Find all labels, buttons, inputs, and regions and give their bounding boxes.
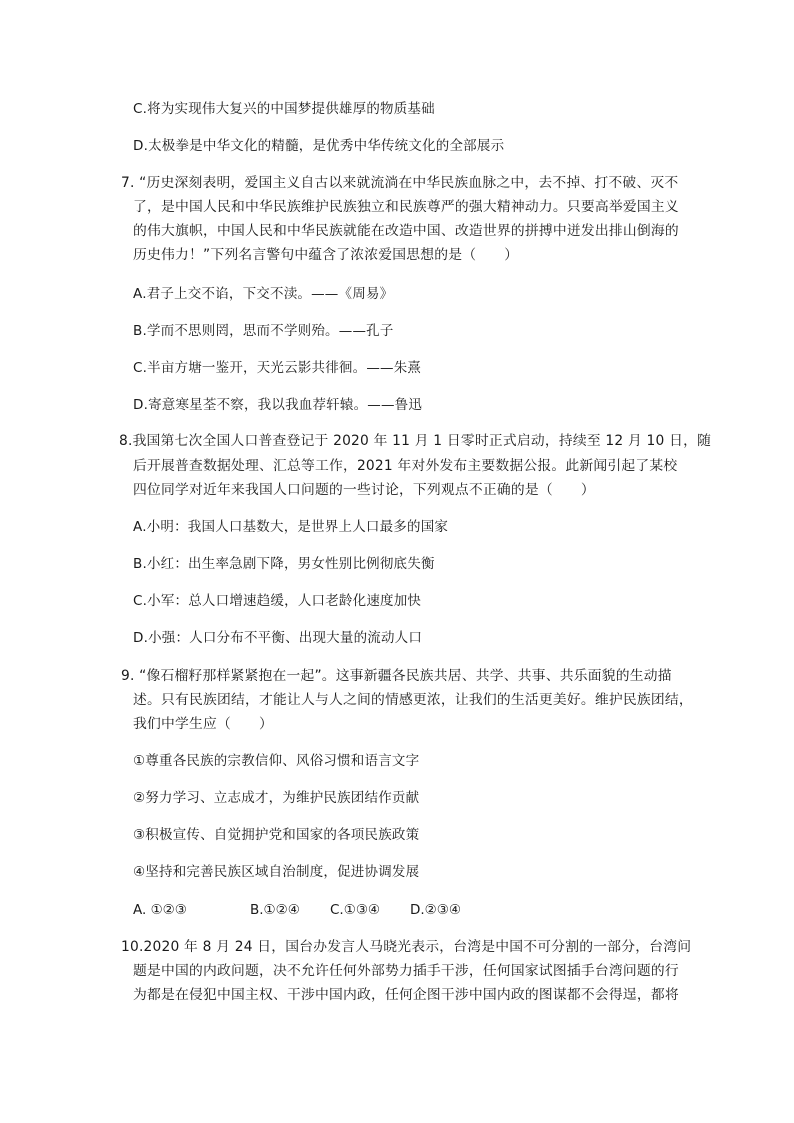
q8-stem-line-2: 后开展普查数据处理、汇总等工作，2021 年对外发布主要数据公报。此新闻引起了某校 bbox=[133, 458, 678, 474]
q8-option-d: D.小强：人口分布不平衡、出现大量的流动人口 bbox=[133, 630, 423, 646]
q9-choices bbox=[133, 901, 461, 919]
q7-stem-line-1: 7. “历史深刻表明，爱国主义自古以来就流淌在中华民族血脉之中，去不掉、打不破、灭不 bbox=[121, 175, 679, 191]
q9-stem-line-1: 9. “像石榴籽那样紧紧抱在一起”。这事新疆各民族共居、共学、共事、共乐面貌的生动描 bbox=[121, 668, 672, 684]
q8-stem-line-1: 8.我国第七次全国人口普查登记于 2020 年 11 月 1 日零时正式启动，持续至 12 月 10 日，随 bbox=[119, 433, 712, 449]
q10-stem-line-2: 题是中国的内政问题，决不允许任何外部势力插手干涉，任何国家试图插手台湾问题的行 bbox=[133, 963, 679, 979]
q7-stem-line-2: 了，是中国人民和中华民族维护民族独立和民族尊严的强大精神动力。只要高举爱国主义 bbox=[133, 199, 679, 215]
q7-option-c: C.半亩方塘一鉴开，天光云影共徘徊。——朱熹 bbox=[133, 360, 422, 376]
q9-choice-c: C.①③④ bbox=[330, 902, 381, 918]
q9-choice-d: D.②③④ bbox=[410, 902, 461, 918]
q6-option-c: C.将为实现伟大复兴的中国梦提供雄厚的物质基础 bbox=[133, 101, 435, 117]
q8-option-c: C.小军：总人口增速趋缓，人口老龄化速度加快 bbox=[133, 593, 422, 609]
q9-stem-line-3: 我们中学生应（ ） bbox=[133, 716, 273, 732]
q9-statement-2: ②努力学习、立志成才，为维护民族团结作贡献 bbox=[133, 790, 420, 806]
q8-option-b: B.小红：出生率急剧下降，男女性别比例彻底失衡 bbox=[133, 556, 435, 572]
q6-option-d: D.太极拳是中华文化的精髓，是优秀中华传统文化的全部展示 bbox=[133, 138, 505, 154]
q10-stem-line-1: 10.2020 年 8 月 24 日，国台办发言人马晓光表示，台湾是中国不可分割的一部分，台湾问 bbox=[121, 939, 692, 955]
q9-statement-4: ④坚持和完善民族区域自治制度，促进协调发展 bbox=[133, 864, 420, 880]
q7-option-b: B.学而不思则罔，思而不学则殆。——孔子 bbox=[133, 323, 394, 339]
q9-choice-a: A. ①②③ bbox=[133, 902, 187, 918]
q7-option-a: A.君子上交不谄，下交不渎。——《周易》 bbox=[133, 286, 394, 302]
q7-stem-line-4: 历史伟力！”下列名言警句中蕴含了浓浓爱国思想的是（ ） bbox=[133, 247, 519, 263]
q9-statement-1: ①尊重各民族的宗教信仰、风俗习惯和语言文字 bbox=[133, 753, 420, 769]
q9-statement-3: ③积极宣传、自觉拥护党和国家的各项民族政策 bbox=[133, 827, 420, 843]
q10-stem-line-3: 为都是在侵犯中国主权、干涉中国内政，任何企图干涉中国内政的图谋都不会得逞，都将 bbox=[133, 987, 679, 1003]
q9-stem-line-2: 述。只有民族团结，才能让人与人之间的情感更浓，让我们的生活更美好。维护民族团结， bbox=[133, 692, 693, 708]
q8-stem-line-3: 四位同学对近年来我国人口问题的一些讨论，下列观点不正确的是（ ） bbox=[133, 482, 595, 498]
q7-stem-line-3: 的伟大旗帜，中国人民和中华民族就能在改造中国、改造世界的拼搏中迸发出排山倒海的 bbox=[133, 223, 679, 239]
q9-choice-b: B.①②④ bbox=[250, 902, 300, 918]
q8-option-a: A.小明：我国人口基数大，是世界上人口最多的国家 bbox=[133, 519, 449, 535]
q7-option-d: D.寄意寒星荃不察，我以我血荐轩辕。——鲁迅 bbox=[133, 397, 423, 413]
